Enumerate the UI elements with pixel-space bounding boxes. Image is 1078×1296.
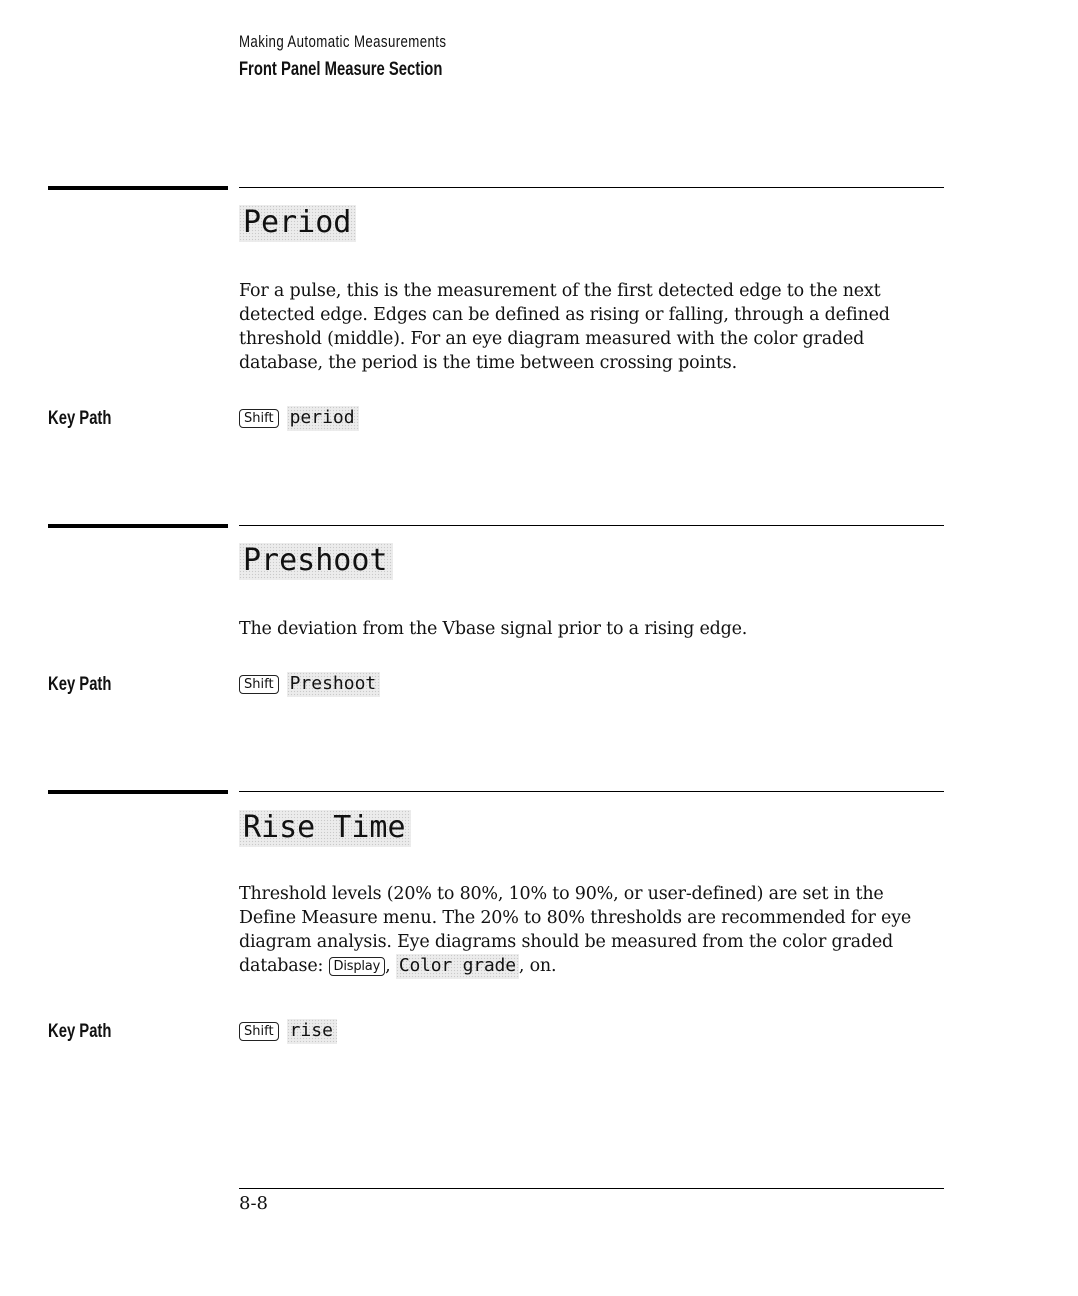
key-path-rise: [239, 1019, 337, 1044]
section-title-rise-time: Rise Time: [239, 810, 411, 847]
separator: ,: [385, 956, 391, 976]
section-rule-thick: [48, 790, 228, 794]
key-path-period: [239, 406, 359, 431]
shift-hardkey: Shift: [239, 1022, 279, 1041]
section-title-preshoot: Preshoot: [239, 543, 393, 580]
color-grade-softkey: Color grade: [396, 954, 519, 979]
preshoot-softkey: Preshoot: [287, 672, 381, 697]
section-rule-thin: [239, 525, 944, 526]
period-softkey: period: [287, 406, 359, 431]
description-tail: , on.: [518, 956, 557, 976]
key-path-label: Key Path: [48, 408, 112, 429]
key-path-label: Key Path: [48, 1021, 112, 1042]
section-rule-thin: [239, 791, 944, 792]
running-header-chapter: Making Automatic Measurements: [239, 32, 447, 51]
section-rule-thick: [48, 186, 228, 190]
section-description-preshoot: The deviation from the Vbase signal prior to a rising edge.: [239, 619, 748, 639]
display-hardkey: Display: [329, 957, 386, 976]
section-description-period: For a pulse, this is the measurement of the first detected edge to the next detected edge. Edges can be defined as rising or falling, through a defined threshold (middle). For an eye diagram measured with the color graded database, the period is the time between crossing points.: [239, 281, 890, 373]
section-rule-thin: [239, 187, 944, 188]
section-description-rise-time: [239, 882, 944, 979]
rise-softkey: rise: [287, 1019, 337, 1044]
page-number: 8-8: [239, 1193, 268, 1214]
section-title-period: Period: [239, 205, 356, 242]
section-rule-thick: [48, 524, 228, 528]
description-text: Threshold levels (20% to 80%, 10% to 90%, or user-defined) are set in the Define Measure menu. The 20% to 80% thresholds are recommended for eye diagram analysis. Eye diagrams should be measured from the color graded database:: [239, 884, 912, 976]
key-path-label: Key Path: [48, 674, 112, 695]
key-path-preshoot: [239, 672, 380, 697]
footer-rule: [239, 1188, 944, 1189]
running-header-section: Front Panel Measure Section: [239, 59, 443, 80]
shift-hardkey: Shift: [239, 675, 279, 694]
shift-hardkey: Shift: [239, 409, 279, 428]
